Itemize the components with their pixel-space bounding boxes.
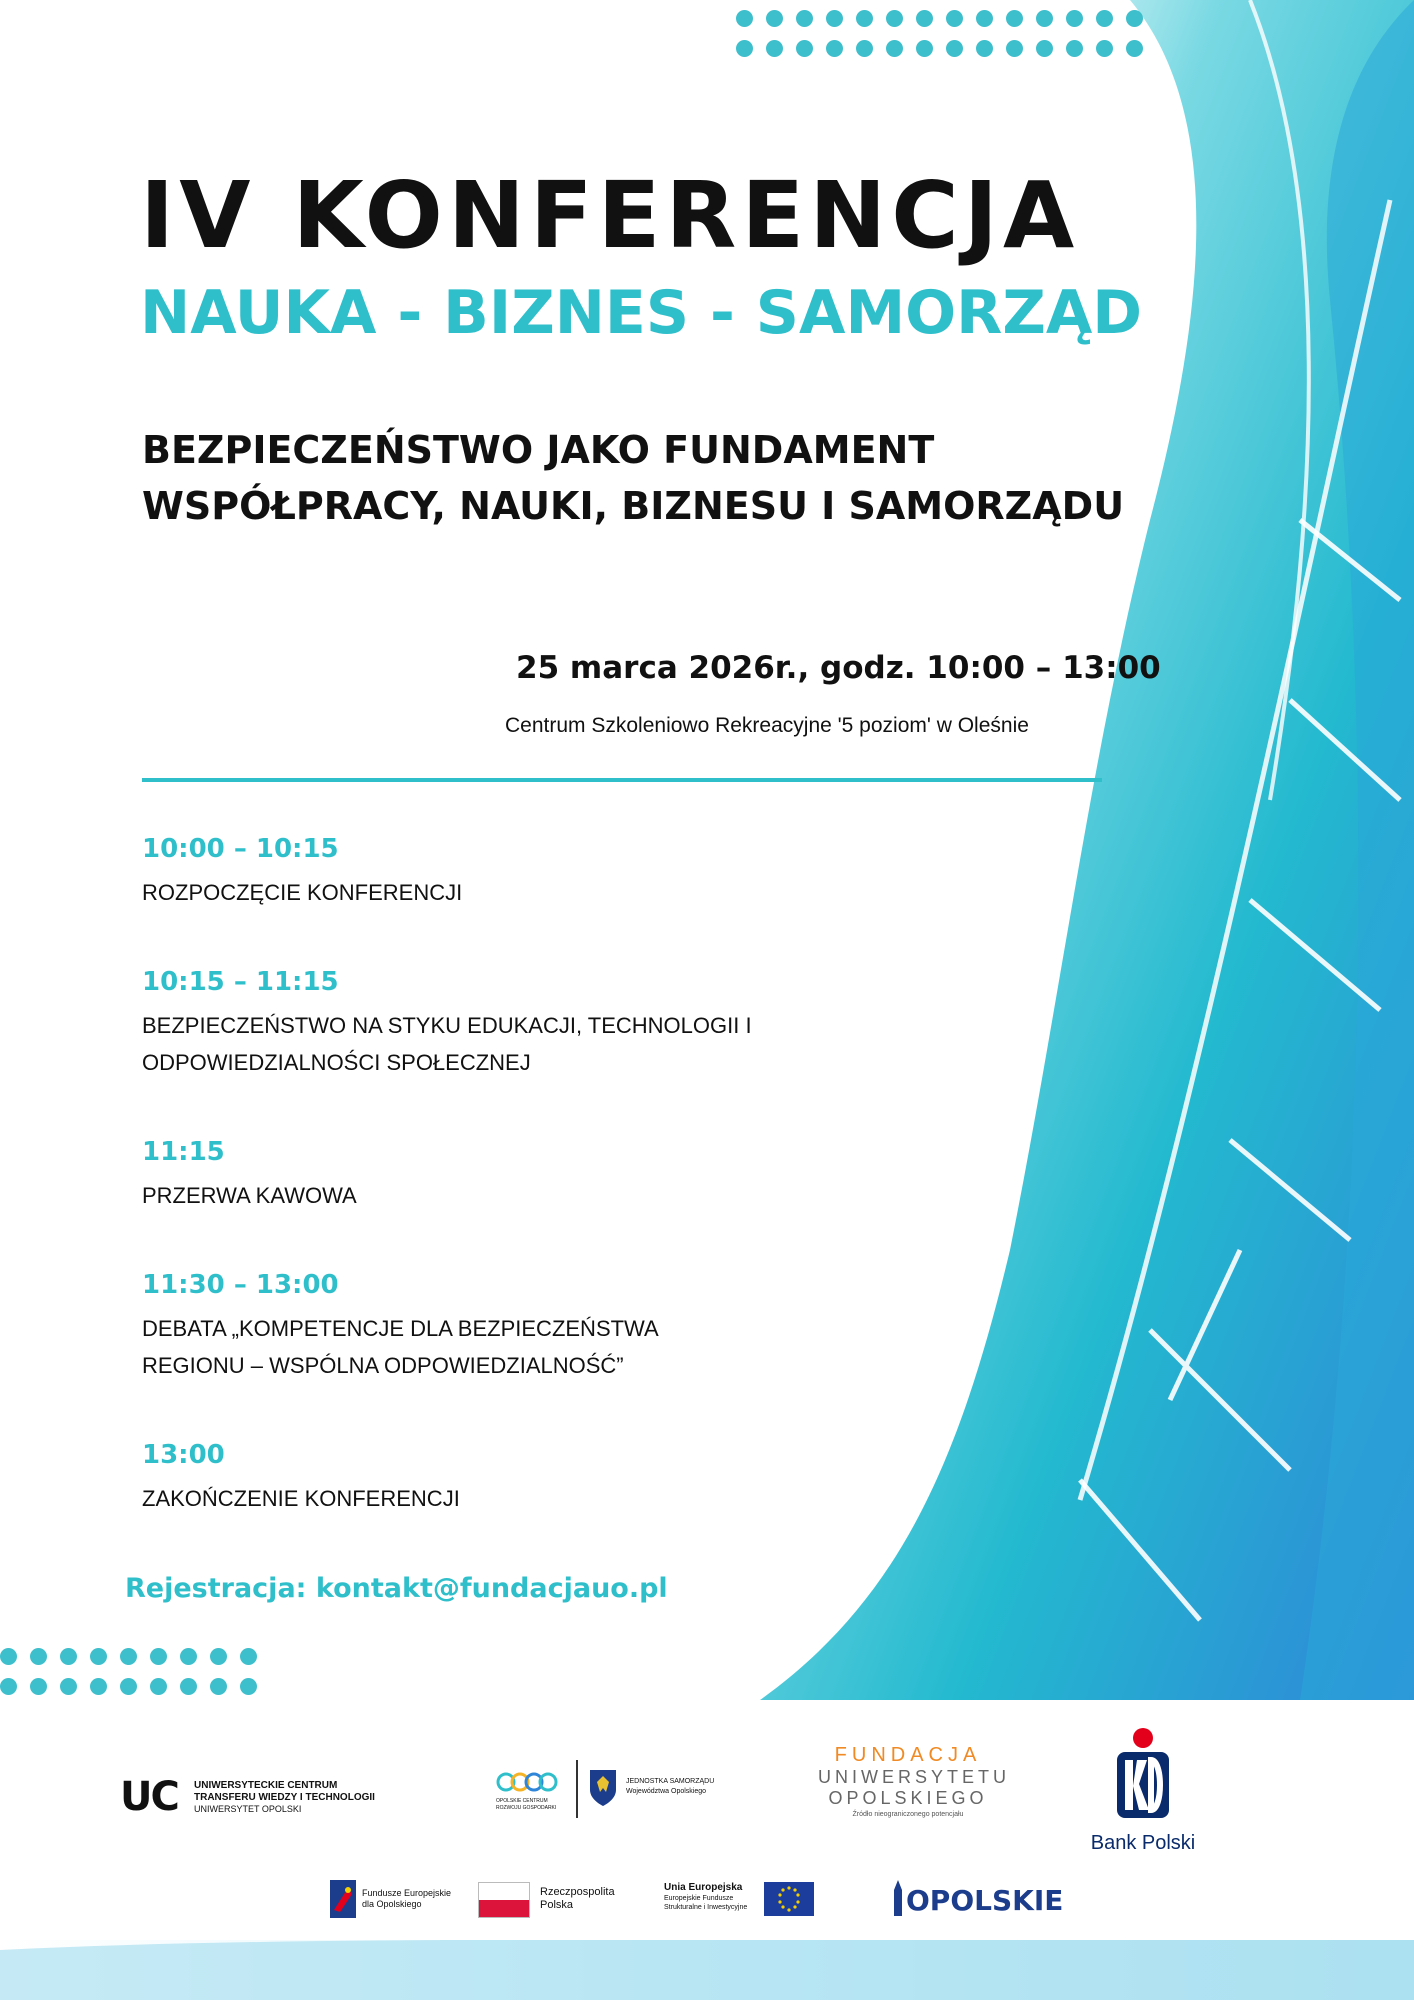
- dot: [796, 40, 813, 57]
- dot: [736, 10, 753, 27]
- dot: [1006, 40, 1023, 57]
- dot: [240, 1648, 257, 1665]
- fe-line2: dla Opolskiego: [362, 1899, 422, 1909]
- decorative-dots-top: [736, 10, 1143, 57]
- theme-line-1: BEZPIECZEŃSTWO JAKO FUNDAMENT: [142, 428, 935, 472]
- dot: [210, 1678, 227, 1695]
- dot: [210, 1648, 227, 1665]
- ocrg-logo: [496, 1760, 736, 1820]
- opolskie-logo: [890, 1878, 1080, 1922]
- pko-logo: [1078, 1726, 1208, 1876]
- uc-logo-mark: UC: [120, 1774, 178, 1820]
- agenda-time: 10:00 – 10:15: [142, 834, 339, 864]
- decorative-dots-bottom: [0, 1648, 257, 1695]
- dot: [1066, 10, 1083, 27]
- agenda-time: 13:00: [142, 1440, 225, 1470]
- footer-logos: [0, 1700, 1414, 1940]
- fundacja-tagline: Źródło nieograniczonego potencjału: [852, 1811, 964, 1818]
- dot: [30, 1648, 47, 1665]
- page-subtitle: NAUKA - BIZNES - SAMORZĄD: [140, 278, 1143, 348]
- agenda-desc: BEZPIECZEŃSTWO NA STYKU EDUKACJI, TECHNOLOGII I: [142, 1013, 752, 1038]
- dot: [856, 40, 873, 57]
- agenda-desc: ODPOWIEDZIALNOŚCI SPOŁECZNEJ: [142, 1050, 531, 1075]
- dot: [766, 40, 783, 57]
- dot: [0, 1678, 17, 1695]
- dot: [856, 10, 873, 27]
- dot: [1066, 40, 1083, 57]
- fe-logo: [330, 1878, 470, 1922]
- uc-logo: [120, 1774, 400, 1824]
- fundacja-line1: FUNDACJA: [834, 1744, 982, 1766]
- dot: [886, 40, 903, 57]
- rp-line1: Rzeczpospolita: [540, 1886, 615, 1898]
- fundacja-logo: [818, 1744, 1010, 1834]
- agenda-desc: ROZPOCZĘCIE KONFERENCJI: [142, 880, 463, 905]
- ocrg-right2: Województwa Opolskiego: [626, 1788, 707, 1795]
- dot: [180, 1648, 197, 1665]
- dot: [1126, 40, 1143, 57]
- agenda-desc: REGIONU – WSPÓLNA ODPOWIEDZIALNOŚĆ”: [142, 1353, 624, 1378]
- theme-line-2: WSPÓŁPRACY, NAUKI, BIZNESU I SAMORZĄDU: [142, 484, 1125, 528]
- agenda-desc: ZAKOŃCZENIE KONFERENCJI: [142, 1486, 460, 1511]
- page-title: IV KONFERENCJA: [140, 162, 1080, 269]
- dot: [1006, 10, 1023, 27]
- dot: [1036, 10, 1053, 27]
- ue-line1: Unia Europejska: [664, 1882, 743, 1893]
- rp-line2: Polska: [540, 1899, 574, 1911]
- ue-line3: Strukturalne i Inwestycyjne: [664, 1904, 748, 1911]
- ue-logo: [664, 1880, 834, 1920]
- pko-emblem-icon: [1103, 1726, 1183, 1826]
- dot: [180, 1678, 197, 1695]
- fundacja-line2: UNIWERSYTETU: [818, 1767, 1010, 1787]
- dot: [1126, 10, 1143, 27]
- dot: [736, 40, 753, 57]
- dot: [240, 1678, 257, 1695]
- dot: [946, 10, 963, 27]
- dot: [886, 10, 903, 27]
- dot: [120, 1678, 137, 1695]
- dot: [796, 10, 813, 27]
- dot: [946, 40, 963, 57]
- uc-logo-line2: TRANSFERU WIEDZY I TECHNOLOGII: [194, 1792, 375, 1803]
- dot: [60, 1678, 77, 1695]
- logo-separator: [576, 1760, 578, 1818]
- fe-line1: Fundusze Europejskie: [362, 1888, 452, 1898]
- tower-icon: [890, 1880, 906, 1916]
- ocrg-rings-icon: [496, 1768, 560, 1796]
- dot: [916, 10, 933, 27]
- dot: [1096, 10, 1113, 27]
- dot: [976, 40, 993, 57]
- agenda-time: 11:30 – 13:00: [142, 1270, 339, 1300]
- fundacja-line3: OPOLSKIEGO: [828, 1788, 988, 1808]
- ocrg-line2: ROZWOJU GOSPODARKI: [496, 1805, 557, 1811]
- dot: [150, 1648, 167, 1665]
- ocrg-line1: OPOLSKIE CENTRUM: [496, 1798, 548, 1804]
- dot: [826, 40, 843, 57]
- dot: [90, 1648, 107, 1665]
- agenda-time: 11:15: [142, 1137, 225, 1167]
- pko-name: Bank Polski: [1090, 1832, 1196, 1854]
- registration-link[interactable]: Rejestracja: kontakt@fundacjauo.pl: [125, 1573, 668, 1604]
- dot: [120, 1648, 137, 1665]
- dot: [0, 1648, 17, 1665]
- ocrg-right1: JEDNOSTKA SAMORZĄDU: [626, 1778, 715, 1785]
- dot: [1036, 40, 1053, 57]
- dot: [976, 10, 993, 27]
- polish-flag-icon: [478, 1882, 530, 1918]
- dot: [826, 10, 843, 27]
- dot: [60, 1648, 77, 1665]
- rp-logo: [478, 1882, 628, 1922]
- dot: [150, 1678, 167, 1695]
- opolskie-name: OPOLSKIE: [906, 1884, 1064, 1917]
- divider: [142, 778, 1102, 782]
- dot: [766, 10, 783, 27]
- coat-of-arms-icon: [588, 1768, 618, 1808]
- agenda-time: 10:15 – 11:15: [142, 967, 339, 997]
- eu-flag-icon: [764, 1882, 814, 1916]
- event-date: 25 marca 2026r., godz. 10:00 – 13:00: [516, 650, 1161, 686]
- dot: [90, 1678, 107, 1695]
- agenda-desc: DEBATA „KOMPETENCJE DLA BEZPIECZEŃSTWA: [142, 1316, 659, 1341]
- agenda-desc: PRZERWA KAWOWA: [142, 1183, 357, 1208]
- dot: [1096, 40, 1113, 57]
- dot: [916, 40, 933, 57]
- fe-flag-icon: [330, 1880, 356, 1918]
- uc-logo-line1: UNIWERSYTECKIE CENTRUM: [194, 1780, 338, 1791]
- dot: [30, 1678, 47, 1695]
- event-venue: Centrum Szkoleniowo Rekreacyjne '5 poziom' w Oleśnie: [505, 714, 1029, 737]
- uc-logo-line3: UNIWERSYTET OPOLSKI: [194, 1804, 302, 1814]
- ue-line2: Europejskie Fundusze: [664, 1895, 734, 1902]
